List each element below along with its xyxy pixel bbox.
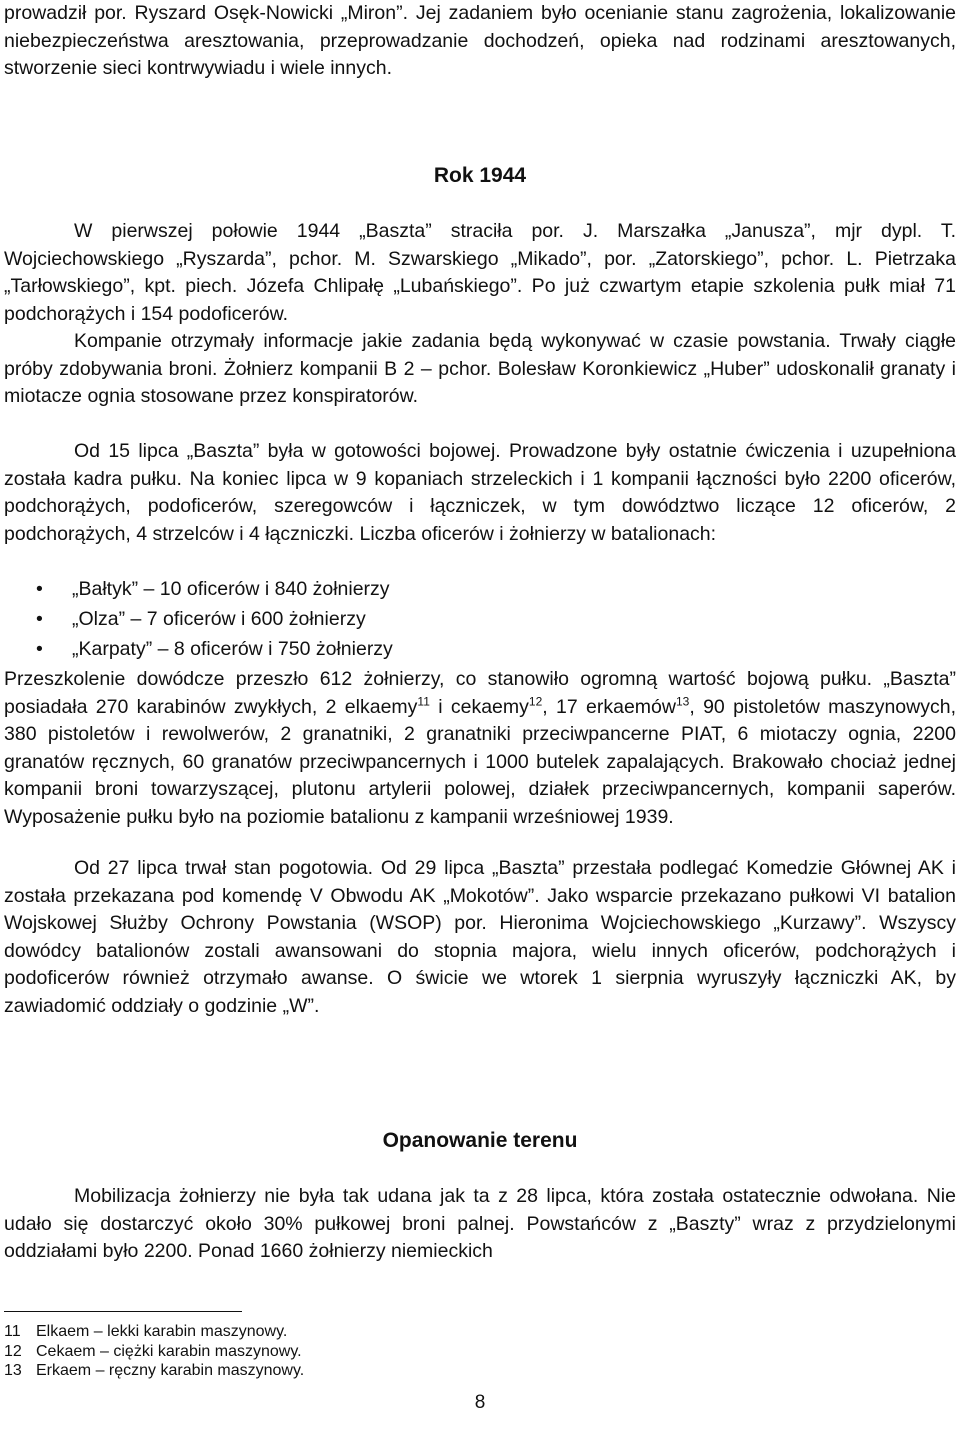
paragraph-readiness: Od 15 lipca „Baszta” była w gotowości bojowej. Prowadzone były ostatnie ćwiczenia i uzupełniona została kadra pułku. Na koniec lipca w 9 kopaniach strzeleckich i 1 kompanii łączności było 2200 oficerów, podchorążych, podoficerów, szeregowców i łączniczek, w tym dowództwo liczące 12 oficerów, 2 podchorążych, 4 strzelców i 4 łączniczki. Liczba oficerów i żołnierzy w batalionach: xyxy=(4,440,956,545)
paragraph-alert: Od 27 lipca trwał stan pogotowia. Od 29 lipca „Baszta” przestała podlegać Komedzie Głównej AK i została przekazana pod komendę V Obwodu AK „Mokotów”. Jako wsparcie przekazano pułkowi VI batalion Wojskowej Służby Ochrony Powstania (WSOP) por. Hieronima Wojciechowskiego „Kurzawy”. Wszyscy dowódcy batalionów zostali awansowani do stopnia majora, wielu innych oficerów, podchorążych i podoficerów również otrzymało awanse. O świcie we wtorek 1 sierpnia wyruszyły łączniczki AK, by zawiadomić oddziały o godzinie „W”. xyxy=(4,857,956,1017)
section-heading-opanowanie-terenu: Opanowanie terenu xyxy=(382,1129,578,1152)
bullet-icon: • xyxy=(36,578,43,600)
footnotes xyxy=(4,1322,956,1381)
intro-paragraph: prowadził por. Ryszard Osęk-Nowicki „Miron”. Jej zadaniem było ocenianie stanu zagrożenia, lokalizowanie niebezpieczeństwa aresztowania, przeprowadzanie dochodzeń, opieka nad rodzinami aresztowanych, stworzenie sieci kontrwywiadu i wiele innych. xyxy=(4,2,956,80)
document-page xyxy=(4,0,956,1440)
section-heading-rok-1944: Rok 1944 xyxy=(433,164,527,187)
footnote-item: 12 Cekaem – ciężki karabin maszynowy. xyxy=(4,1342,302,1360)
footnote-item: 13 Erkaem – ręczny karabin maszynowy. xyxy=(4,1362,305,1380)
list-item: • „Bałtyk” – 10 oficerów i 840 żołnierzy xyxy=(4,574,956,604)
paragraph-preparations: Kompanie otrzymały informacje jakie zadania będą wykonywać w czasie powstania. Trwały ciągłe próby zdobywania broni. Żołnierz kompanii B 2 – pchor. Bolesław Koronkiewicz „Huber” udoskonalił granaty i miotacze ognia stosowane przez konspiratorów. xyxy=(4,330,956,408)
page-number: 8 xyxy=(474,1392,486,1413)
footnote-ref-11: 11 xyxy=(417,694,430,709)
list-item: • „Karpaty” – 8 oficerów i 750 żołnierzy xyxy=(4,634,956,664)
paragraph-armament: Przeszkolenie dowódcze przeszło 612 żołnierzy, co stanowiło ogromną wartość bojową pułku. „Baszta” posiadała 270 karabinów zwykłych, 2 elkaemy$^{11}$ i cekaemy$^{12}$, 17 erkaemów$^{13}$, 90 pistoletów maszynowych, 380 pistoletów i rewolwerów, 2 granatniki, 2 granatniki przeciwpancerne PIAT, 6 miotaczy ognia, 2200 granatów ręcznych, 60 granatów przeciwpancernych i 1000 butelek zapalających. Brakowało chociaż jednej kompanii broni towarzyszącej, plutonu artylerii polowej, działek przeciwpancernych, kompanii saperów. Wyposażenie pułku było na poziomie batalionu z kampanii wrześniowej 1939. xyxy=(4,668,956,828)
footnote-divider xyxy=(4,1311,242,1312)
paragraph-mobilization: Mobilizacja żołnierzy nie była tak udana jak ta z 28 lipca, która została ostatecznie odwołana. Nie udało się dostarczyć około 30% pułkowej broni palnej. Powstańców z „Baszty” wraz z przydzielonymi oddziałami było 2200. Ponad 1660 żołnierzy niemieckich xyxy=(4,1185,956,1263)
list-item: • „Olza” – 7 oficerów i 600 żołnierzy xyxy=(4,604,956,634)
paragraph-losses: W pierwszej połowie 1944 „Baszta” straciła por. J. Marszałka „Janusza”, mjr dypl. T. Wojciechowskiego „Ryszarda”, pchor. M. Szwarskiego „Mikado”, por. „Zatorskiego”, pchor. L. Pietrzaka „Tarłowskiego”, kpt. piech. Józefa Chlipałę „Lubańskiego”. Po już czwartym etapie szkolenia pułk miał 71 podchorążych i 154 podoficerów. xyxy=(4,220,956,325)
footnote-ref-12: 12 xyxy=(528,694,543,709)
bullet-icon: • xyxy=(36,608,43,630)
battalion-list xyxy=(4,574,956,664)
bullet-icon: • xyxy=(36,638,43,660)
footnote-item: 11 Elkaem – lekki karabin maszynowy. xyxy=(4,1323,288,1340)
footnote-ref-13: 13 xyxy=(675,694,690,709)
